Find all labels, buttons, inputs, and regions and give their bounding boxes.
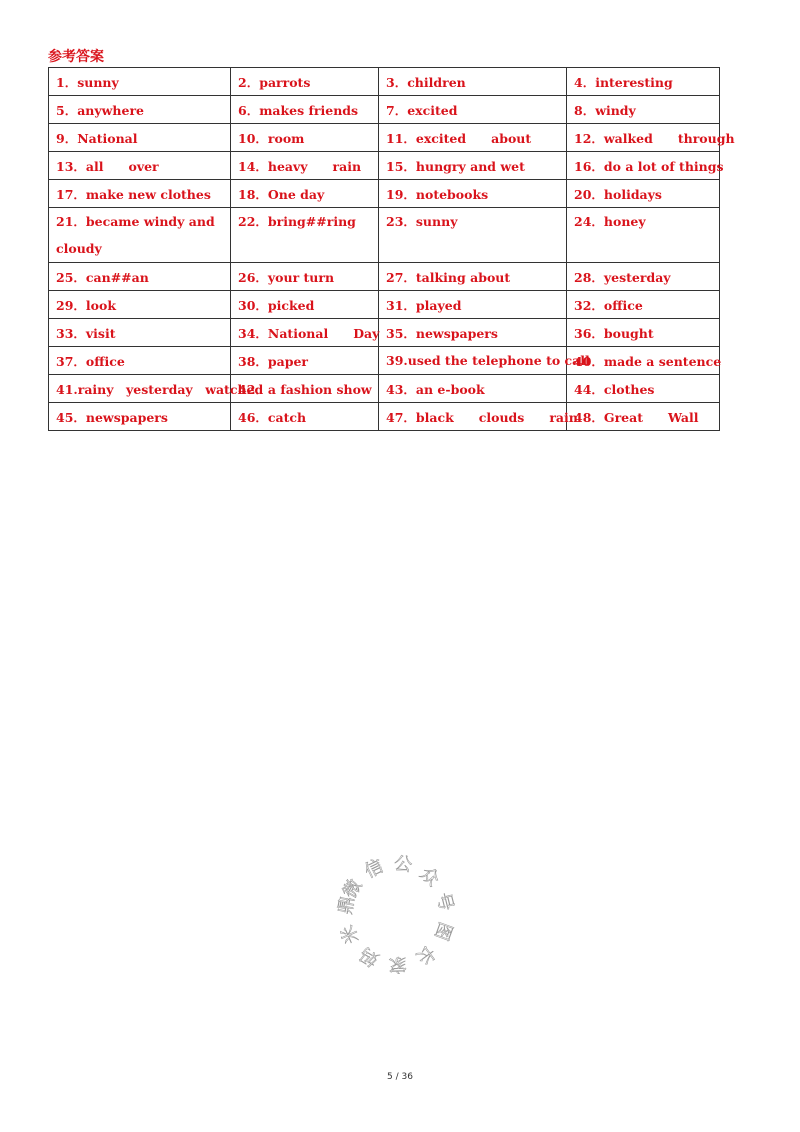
- answer-cell: 29．look: [49, 291, 231, 319]
- watermark-char: 鼎: [334, 894, 359, 916]
- answer-cell: 32．office: [567, 291, 720, 319]
- answer-cell: 30．picked: [231, 291, 379, 319]
- answer-cell: 13．all over: [49, 152, 231, 180]
- answer-cell: 14．heavy rain: [231, 152, 379, 180]
- answer-cell: 31．played: [379, 291, 567, 319]
- answer-cell: 6．makes friends: [231, 96, 379, 124]
- watermark-seal: [326, 848, 466, 978]
- table-row: [49, 291, 720, 319]
- answer-table: [48, 67, 735, 431]
- watermark-char: 家: [388, 953, 408, 975]
- watermark-char: 信: [361, 855, 387, 883]
- answer-cell: 10．room: [231, 124, 379, 152]
- watermark-char: 米: [337, 921, 364, 947]
- table-row: [49, 403, 720, 431]
- table-row: [49, 347, 720, 375]
- answer-cell: 34．National Day: [231, 319, 379, 347]
- answer-cell: 46．catch: [231, 403, 379, 431]
- table-row: [49, 124, 720, 152]
- page-number: 5 / 36: [387, 1072, 413, 1082]
- answer-cell: 16．do a lot of things: [567, 152, 720, 180]
- answer-cell: 28．yesterday: [567, 263, 720, 291]
- answer-cell: 17．make new clothes: [49, 180, 231, 208]
- answer-cell: 27．talking about: [379, 263, 567, 291]
- answer-cell: 2．parrots: [231, 68, 379, 96]
- watermark-char: 微: [339, 875, 367, 903]
- answer-cell: 9．National: [49, 124, 231, 152]
- answer-cell: 18．One day: [231, 180, 379, 208]
- watermark-char: 众: [415, 862, 444, 891]
- answer-cell: 43．an e-book: [379, 375, 567, 403]
- answer-cell: 42．a fashion show: [231, 375, 379, 403]
- watermark-char: 公: [392, 852, 414, 877]
- answer-cell: 38．paper: [231, 347, 379, 375]
- answer-cell: 5．anywhere: [49, 96, 231, 124]
- answer-cell: 36．bought: [567, 319, 720, 347]
- answer-cell: 4．interesting: [567, 68, 720, 96]
- answer-cell: 26．your turn: [231, 263, 379, 291]
- watermark-char: 号: [432, 890, 457, 914]
- answer-cell: 7．excited: [379, 96, 567, 124]
- answer-cell: 15．hungry and wet: [379, 152, 567, 180]
- answer-cell: 19．notebooks: [379, 180, 567, 208]
- answer-cell: 25．can##an: [49, 263, 231, 291]
- answer-cell: 22．bring##ring: [231, 208, 379, 263]
- answer-cell: 39.used the telephone to call: [379, 347, 567, 375]
- answer-cell: 48．Great Wall: [567, 403, 720, 431]
- watermark-char: 妈: [356, 942, 383, 971]
- watermark-char: 图: [430, 919, 456, 944]
- answer-cell: 12．walked through: [567, 124, 720, 152]
- table-row: [49, 180, 720, 208]
- table-row: [49, 68, 720, 96]
- answer-cell: 33．visit: [49, 319, 231, 347]
- answer-cell: 45．newspapers: [49, 403, 231, 431]
- answer-cell: 20．holidays: [567, 180, 720, 208]
- table-row: [49, 375, 720, 403]
- answer-cell: 1．sunny: [49, 68, 231, 96]
- answer-cell: 3．children: [379, 68, 567, 96]
- answer-key-heading: 参考答案: [48, 49, 104, 65]
- answer-cell: 40．made a sentence: [567, 347, 720, 375]
- answer-cell: 35．newspapers: [379, 319, 567, 347]
- watermark-char: 长: [411, 940, 439, 969]
- table-row: [49, 152, 720, 180]
- answer-cell: 41.rainy yesterday watched: [49, 375, 231, 403]
- answer-cell: 23．sunny: [379, 208, 567, 263]
- answer-cell: 24．honey: [567, 208, 720, 263]
- answer-cell: 11．excited about: [379, 124, 567, 152]
- answer-cell: 44．clothes: [567, 375, 720, 403]
- answer-cell: 21．became windy and cloudy: [49, 208, 231, 263]
- answer-cell: 37．office: [49, 347, 231, 375]
- answer-cell: 47．black clouds rain: [379, 403, 567, 431]
- table-row: [49, 208, 720, 263]
- table-row: [49, 263, 720, 291]
- answer-cell: 8．windy: [567, 96, 720, 124]
- table-row: [49, 319, 720, 347]
- table-row: [49, 96, 720, 124]
